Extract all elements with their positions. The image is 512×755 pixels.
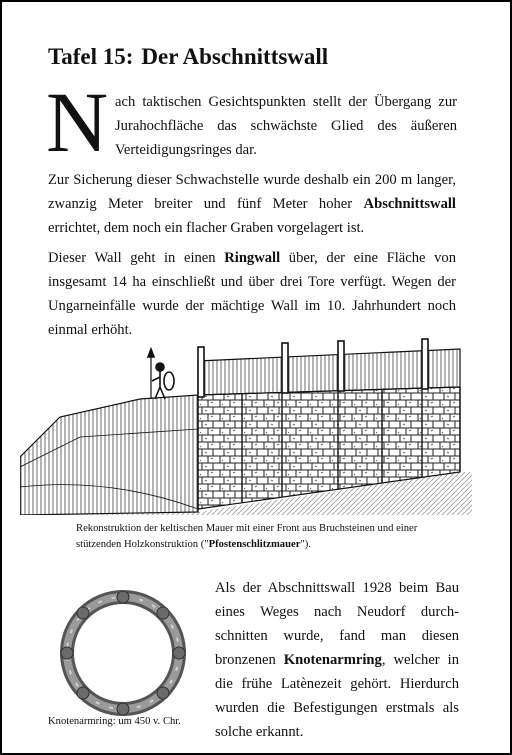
- illustration-caption: [76, 521, 456, 553]
- wall-reconstruction-illustration: [20, 337, 472, 515]
- text-run: , welcher in die frühe Latènezeit gehört. Hierdurch wurden die Befestigungen erstmals als solche erkannt.: [215, 652, 459, 740]
- paragraph-ringwall: [48, 246, 456, 342]
- bold-term-knotenarmring: Knotenarmring: [283, 652, 382, 668]
- paragraph-knotenarmring: [215, 576, 459, 744]
- page-title: [48, 44, 328, 70]
- book-page: [2, 2, 510, 753]
- text-run: errichtet, dem noch ein flacher Graben vorgelagert ist.: [48, 220, 365, 236]
- plate-number: Tafel 15:: [48, 44, 134, 69]
- text-run: Dieser Wall geht in einen: [48, 250, 225, 266]
- bold-term-ringwall: Ringwall: [224, 250, 281, 266]
- earth-bank: [20, 395, 198, 515]
- text-run: über, der eine Fläche von insgesamt 14 ha einschließt und über drei Tore verfügt. Wegen der Ungarneinfälle wurde der mächtige Wall im 10. Jahrhundert noch einmal erhöht.: [48, 250, 457, 338]
- warrior-figure: [148, 349, 174, 399]
- drop-cap: N: [46, 74, 109, 170]
- paragraph-abschnittswall: [48, 168, 456, 240]
- plate-name: Der Abschnittswall: [141, 44, 329, 69]
- text-run: Rekonstruktion der keltischen Mauer mit einer Front aus Bruchsteinen und einer stützenden Holzkonstruktion (": [76, 523, 418, 550]
- bold-term-pfostenschlitzmauer: Pfostenschlitzmauer: [208, 539, 301, 550]
- palisade: [198, 349, 460, 395]
- ring-caption: Knotenarmring: um 450 v. Chr.: [48, 716, 181, 727]
- text-run: ").: [300, 539, 311, 550]
- text-run: Als der Abschnittswall 1928 beim Bau eines Weges nach Neudorf durchschnitten wurde, fand man diesen bronzenen: [215, 580, 459, 668]
- bronze-ring-image: [54, 584, 192, 722]
- text-run: Zur Sicherung dieser Schwachstelle wurde deshalb ein 200 m langer, zwanzig Meter breiter und fünf Meter hoher: [48, 172, 456, 212]
- bold-term-abschnittswall: Abschnittswall: [363, 196, 456, 212]
- intro-paragraph: ach taktischen Gesichtspunkten stellt der Übergang zur Jurahochfläche das schwächste Glied des äußeren Verteidigungsringes dar.: [115, 94, 457, 158]
